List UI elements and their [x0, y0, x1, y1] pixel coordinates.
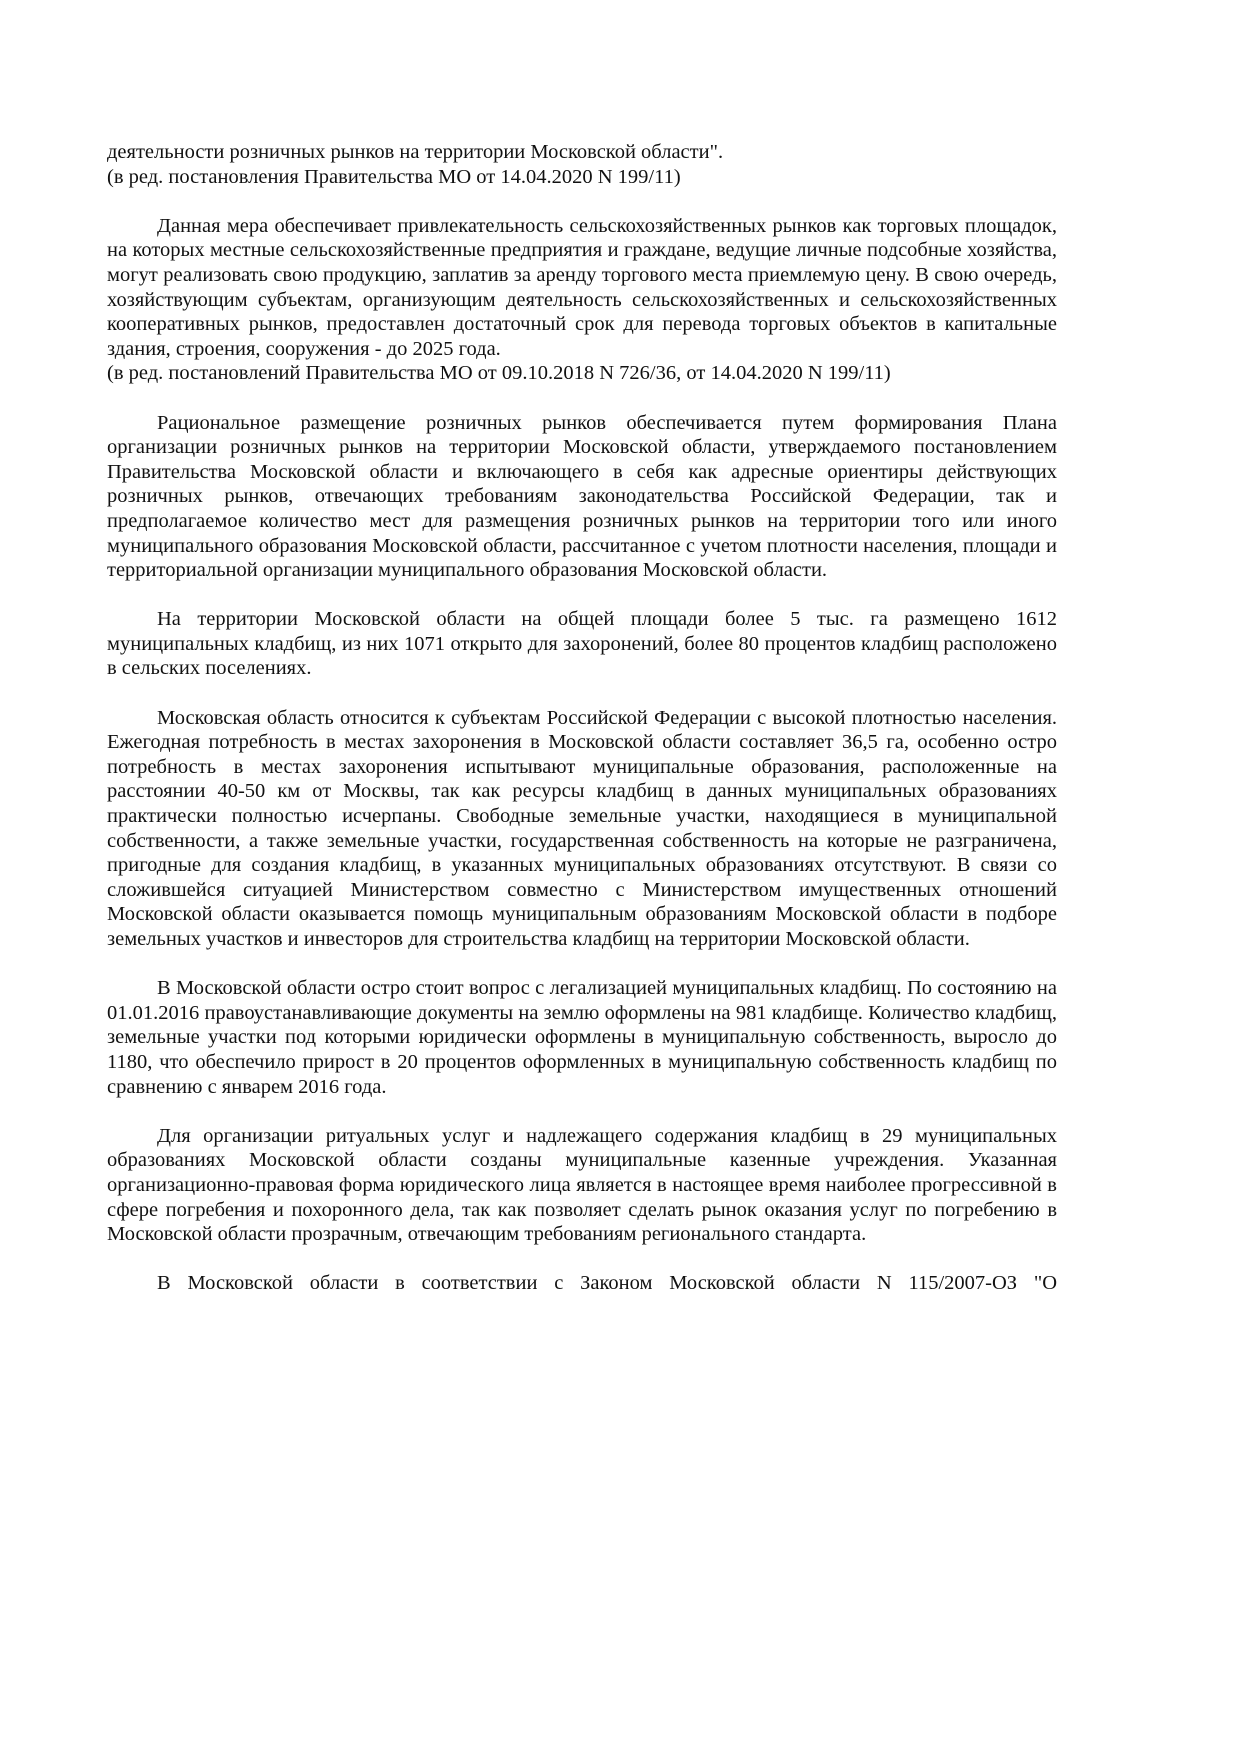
paragraph-market-attractiveness: Данная мера обеспечивает привлекательность сельскохозяйственных рынков как торговых площадок, на которых местные сельскохозяйственные предприятия и граждане, ведущие личные подсобные хозяйства, могут реализовать свою продукцию, заплатив за аренду торгового места приемлемую цену. В свою очередь, хозяйствующим субъектам, организующим деятельность сельскохозяйственных и сельскохозяйственных кооперативных рынков, предоставлен достаточный срок для перевода торговых объектов в капитальные здания, строения, сооружения - до 2025 года. — [107, 214, 1057, 360]
continuation-text: деятельности розничных рынков на территории Московской области". — [107, 141, 724, 163]
paragraph-burial-needs: Московская область относится к субъектам Российской Федерации с высокой плотностью населения. Ежегодная потребность в местах захоронения в Московской области составляет 36,5 га, особенно остро потребность в местах захоронения испытывают муниципальные образования, расположенные на расстоянии 40-50 км от Москвы, так как ресурсы кладбищ в данных муниципальных образованиях практически полностью исчерпаны. Свободные земельные участки, находящиеся в муниципальной собственности, а также земельные участки, государственная собственность на которые не разграничена, пригодные для создания кладбищ, в указанных муниципальных образованиях отсутствуют. В связи со сложившейся ситуацией Министерством совместно с Министерством имущественных отношений Московской области оказывается помощь муниципальным образованиям Московской области в подборе земельных участков и инвесторов для строительства кладбищ на территории Московской области. — [107, 706, 1057, 950]
paragraph-law-reference: В Московской области в соответствии с Законом Московской области N 115/2007-ОЗ "О — [157, 1272, 1057, 1295]
paragraph-cemetery-legalization: В Московской области остро стоит вопрос с легализацией муниципальных кладбищ. По состоянию на 01.01.2016 правоустанавливающие документы на землю оформлены на 981 кладбище. Количество кладбищ, земельные участки под которыми юридически оформлены в муниципальную собственность, выросло до 1180, что обеспечило прирост в 20 процентов оформленных в муниципальную собственность кладбищ по сравнению с январем 2016 года. — [107, 977, 1057, 1098]
paragraph-market-placement: Рациональное размещение розничных рынков обеспечивается путем формирования Плана организации розничных рынков на территории Московской области, утверждаемого постановлением Правительства Московской области и включающего в себя как адресные ориентиры действующих розничных рынков, отвечающих требованиям законодательства Российской Федерации, так и предполагаемое количество мест для размещения розничных рынков на территории того или иного муниципального образования Московской области, рассчитанное с учетом плотности населения, площади и территориальной организации муниципального образования Московской области. — [107, 411, 1057, 582]
paragraph-ritual-services: Для организации ритуальных услуг и надлежащего содержания кладбищ в 29 муниципальных образованиях Московской области созданы муниципальные казенные учреждения. Указанная организационно-правовая форма юридического лица является в настоящее время наиболее прогрессивной в сфере погребения и похоронного дела, так как позволяет сделать рынок оказания услуг по погребению в Московской области прозрачным, отвечающим требованиям регионального стандарта. — [107, 1124, 1057, 1246]
document-page — [107, 140, 1057, 1321]
amendment-note: (в ред. постановлений Правительства МО от 09.10.2018 N 726/36, от 14.04.2020 N 199/11) — [107, 362, 891, 385]
amendment-note: (в ред. постановления Правительства МО от 14.04.2020 N 199/11) — [107, 165, 681, 188]
paragraph-cemeteries-count: На территории Московской области на общей площади более 5 тыс. га размещено 1612 муниципальных кладбищ, из них 1071 открыто для захоронений, более 80 процентов кладбищ расположено в сельских поселениях. — [107, 608, 1057, 680]
